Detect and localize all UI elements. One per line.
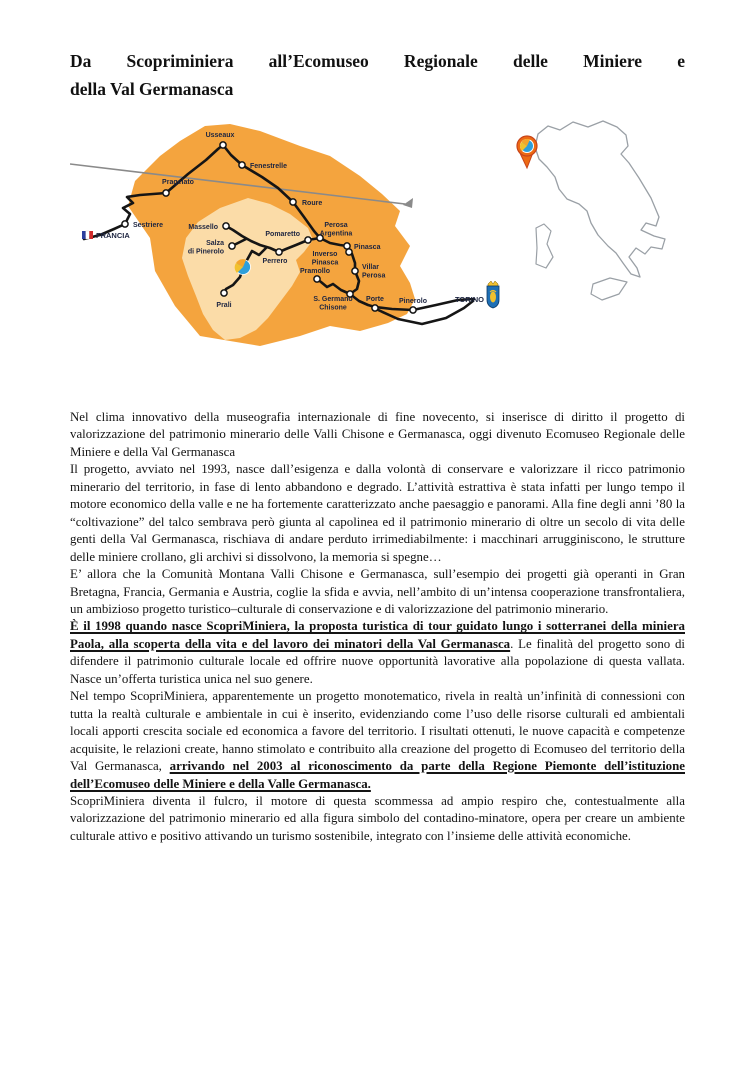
paragraph-text: Nel tempo ScopriMiniera, apparentemente un progetto monotematico, rivela in realtà un’infinità di connessioni con tutta la realtà culturale e ambientale in cui è inserito, evidenziando come l’uso delle risorse culturali ed ambientali locali apporti crescita sociale ed economica a favore del territorio. I risultati ottenuti, le nuove capacità e competenze acquisite, le relazioni create, hanno stimolato e contribuito alla creazione del progetto di Ecomuseo del territorio della Val Germanasca,	[70, 689, 685, 774]
town-node-sestriere	[122, 221, 128, 227]
town-label-villar-perosa: Perosa	[362, 272, 386, 280]
paragraph	[70, 688, 685, 793]
emphasized-text: arrivando nel 2003 al riconoscimento da parte della Regione Piemonte dell’istituzione dell’Ecomuseo delle Miniere e della Valle Germanasca.	[70, 759, 685, 791]
region-map-figure	[70, 118, 700, 363]
town-label-massello: Massello	[188, 224, 218, 231]
town-label-prali: Prali	[216, 302, 232, 309]
town-label-pragelato: Pragelato	[162, 179, 194, 186]
town-label-salza-di-pinerolo: di Pinerolo	[187, 248, 224, 256]
paragraph	[70, 618, 685, 688]
paragraph	[70, 461, 685, 566]
town-node-roure	[290, 199, 296, 205]
sicily-outline	[591, 278, 627, 300]
town-node-pomaretto	[305, 237, 311, 243]
body-text	[70, 409, 685, 845]
town-node-perrero	[276, 249, 282, 255]
town-label-pomaretto: Pomaretto	[265, 231, 300, 238]
italy-outline-map	[535, 121, 665, 277]
town-label-perosa-argentina: Perosa	[324, 222, 348, 229]
town-node-salza-di-pinerolo	[229, 243, 235, 249]
town-label-porte: Porte	[366, 296, 384, 303]
page-title	[70, 47, 685, 103]
france-label: FRANCIA	[96, 231, 130, 240]
france-flag-icon	[82, 231, 93, 239]
town-label-perosa-argentina: Argentina	[319, 230, 353, 238]
town-node-massello	[223, 223, 229, 229]
locator-arrowhead-icon	[403, 198, 413, 208]
town-label-pramollo: Pramollo	[300, 268, 330, 275]
town-label-salza-di-pinerolo: Salza	[206, 240, 224, 247]
torino-label: TORINO	[454, 295, 484, 304]
town-node-pragelato	[163, 190, 169, 196]
paragraph-text: . Le finalità del progetto sono di difendere il patrimonio culturale locale ed offrire nuove opportunità lavorative alla popolazione di questa vallata. Nasce un’offerta turistica unica nel suo genere.	[70, 636, 686, 686]
town-label-inverso-pinasca: Inverso	[312, 251, 338, 258]
paragraph	[70, 566, 685, 618]
town-node-pinerolo	[410, 307, 416, 313]
town-label-perrero: Perrero	[262, 258, 288, 265]
town-node-fenestrelle	[239, 162, 245, 168]
town-label-usseaux: Usseaux	[205, 132, 235, 139]
paragraph	[70, 793, 685, 845]
paragraph-text: Il progetto, avviato nel 1993, nasce dall’esigenza e dalla volontà di conservare e valorizzare il ricco patrimonio minerario del territorio, in fase di lento abbandono e degrado. L’attività estrattiva è stata infatti per lungo tempo il motore economico della valle e ne ha fortemente caratterizzato anche paesaggio e panorami. Alla fine degli anni ’80 la “coltivazione” del talco sembrava però giunta al capolinea ed il patrimonio minerario di oltre un secolo di vita delle genti della Val Germanasca, rischiava di andare perduto irrimediabilmente: i macchinari arrugginiscono, le strutture delle miniere crollano, gli archivi si dissolvono, la memoria si spegne…	[70, 462, 685, 564]
town-label-villar-perosa: Villar	[362, 264, 379, 271]
torino-shield-icon	[487, 281, 499, 308]
town-node-usseaux	[220, 142, 226, 148]
town-label-sestriere: Sestriere	[133, 222, 163, 229]
town-label-fenestrelle: Fenestrelle	[250, 163, 287, 170]
town-label-pinerolo: Pinerolo	[398, 298, 428, 305]
town-label-pinasca: Pinasca	[354, 244, 381, 251]
page-title-line-2: della Val Germanasca	[70, 79, 234, 99]
paragraph	[70, 409, 685, 461]
sardinia-outline	[536, 224, 553, 268]
paragraph-text: E’ allora che la Comunità Montana Valli Chisone e Germanasca, sull’esempio dei progetti già operanti in Gran Bretagna, Francia, Germania e Austria, coglie la sfida e avvia, nell’ambito di un’intensa cooperazione transfrontaliera, un ambizioso progetto turistico–culturale di conservazione e di valorizzazione del patrimonio minerario.	[70, 567, 685, 616]
paragraph-text: ScopriMiniera diventa il fulcro, il motore di questa scommessa ad ampio respiro che, contestualmente alla valorizzazione del patrimonio minerario ed alla figura simbolo del contadino-minatore, opera per creare un ambiente culturale attivo e positivo attivando un turismo sostenibile, integrato con l’insieme delle attività economiche.	[70, 793, 685, 843]
town-node-villar-perosa	[352, 268, 358, 274]
emphasized-text: È il 1998 quando nasce ScopriMiniera, la proposta turistica di tour guidato lungo i sotterranei della miniera Paola, alla scoperta della vita e del lavoro dei minatori della Val Germanasca	[70, 619, 685, 651]
town-node-prali	[221, 290, 227, 296]
town-node-inverso-pinasca	[346, 249, 352, 255]
town-label-s-germano-chisone: Chisone	[319, 304, 347, 312]
town-label-s-germano-chisone: S. Germano	[313, 296, 353, 303]
location-pin-icon	[517, 136, 537, 168]
town-label-roure: Roure	[302, 200, 323, 207]
town-node-pramollo	[314, 276, 320, 282]
page-title-line-1: Da Scopriminiera all’Ecomuseo Regionale delle Miniere e	[70, 51, 685, 71]
town-node-porte	[372, 305, 378, 311]
town-label-inverso-pinasca: Pinasca	[311, 259, 339, 267]
paragraph-text: Nel clima innovativo della museografia internazionale di fine novecento, si inserisce di diritto il progetto di valorizzazione del patrimonio minerario delle Valli Chisone e Germanasca, oggi divenuto Ecomuseo Regionale delle Miniere e della Val Germanasca	[70, 410, 685, 459]
